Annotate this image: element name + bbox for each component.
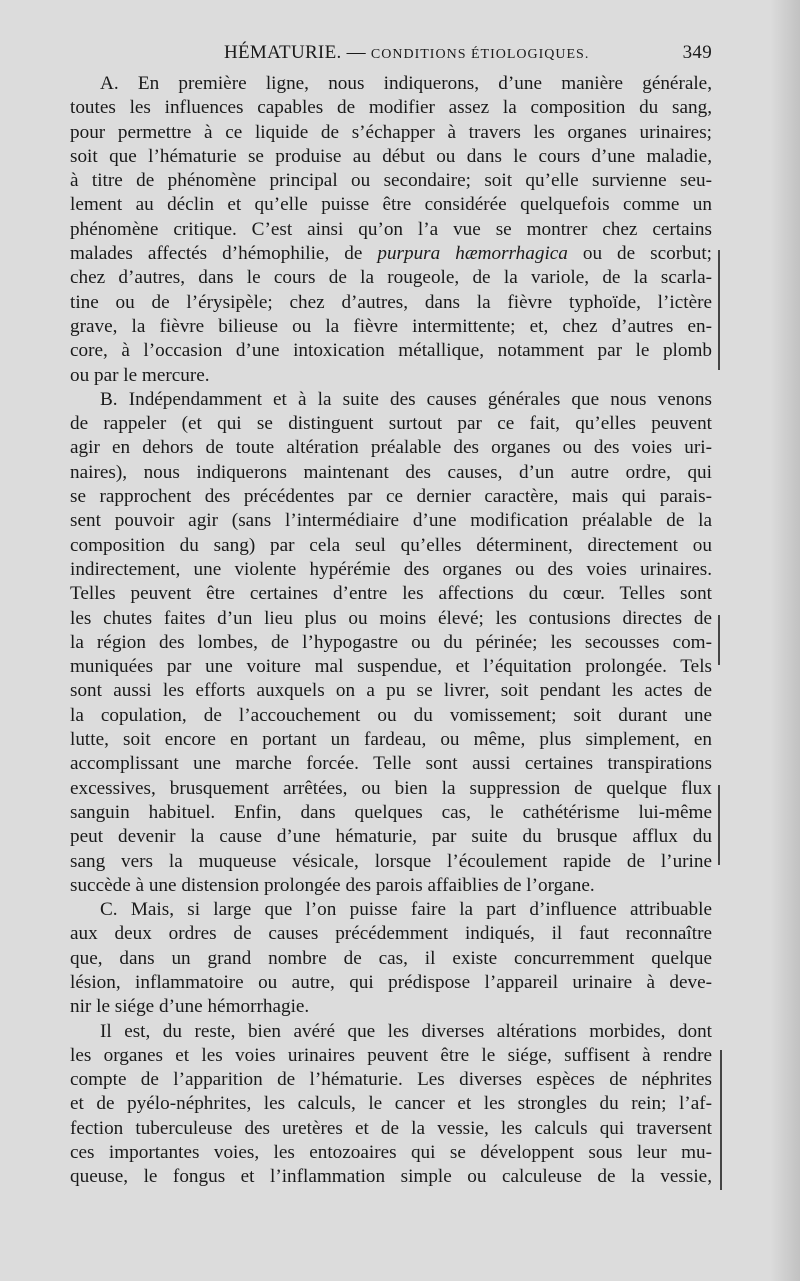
text-line: peut devenir la cause d’une hématurie, par suite du brusque afflux du <box>70 826 712 848</box>
text-line: la copulation, de l’accouchement ou du vomissement; soit durant une <box>70 704 712 726</box>
running-title-main: HÉMATURIE. — <box>224 42 371 63</box>
page-number: 349 <box>682 42 712 63</box>
text-line: aux deux ordres de causes précédemment indiqués, il faut reconnaître <box>70 923 712 945</box>
text-line: lésion, inflammatoire ou autre, qui prédispose l’appareil urinaire à deve- <box>70 971 712 993</box>
text-line: naires), nous indiquerons maintenant des causes, d’un autre ordre, qui <box>70 461 712 483</box>
running-header <box>70 42 712 70</box>
text-line: de rappeler (et qui se distinguent surtout par ce fait, qu’elles peuvent <box>70 413 712 435</box>
text-line: grave, la fièvre bilieuse ou la fièvre intermittente; et, chez d’autres en- <box>70 315 712 337</box>
text-line: indirectement, une violente hypérémie des organes ou des voies urinaires. <box>70 558 712 580</box>
text-line: succède à une distension prolongée des parois affaiblies de l’organe. <box>70 874 595 896</box>
text-segment: malades affectés d’hémophilie, de <box>70 243 378 265</box>
body-text <box>70 72 712 1190</box>
text-line: C. Mais, si large que l’on puisse faire la part d’influence attribuable <box>100 899 712 921</box>
text-line: B. Indépendamment et à la suite des causes générales que nous venons <box>100 388 712 410</box>
text-line <box>70 242 712 266</box>
text-line: Telles peuvent être certaines d’entre les affections du cœur. Telles sont <box>70 583 712 605</box>
margin-annotation-mark <box>718 615 720 665</box>
text-line: composition du sang) par cela seul qu’elles déterminent, directement ou <box>70 534 712 556</box>
text-line: que, dans un grand nombre de cas, il existe concurremment quelque <box>70 947 712 969</box>
text-line: soit que l’hématurie se produise au début ou dans le cours d’une maladie, <box>70 145 712 167</box>
text-line: se rapprochent des précédentes par ce dernier caractère, mais qui parais- <box>70 486 712 508</box>
text-line: sent pouvoir agir (sans l’intermédiaire d’une modification préalable de la <box>70 510 712 532</box>
text-line: agir en dehors de toute altération préalable des organes ou des voies uri- <box>70 437 712 459</box>
margin-annotation-mark <box>718 785 720 865</box>
margin-annotation-mark <box>720 1050 722 1190</box>
text-line: queuse, le fongus et l’inflammation simple ou calculeuse de la vessie, <box>70 1166 712 1188</box>
text-line: nir le siége d’une hémorrhagie. <box>70 996 310 1018</box>
running-title <box>224 42 589 64</box>
text-line: lement au déclin et qu’elle puisse être considérée quelquefois comme un <box>70 194 712 216</box>
text-line: à titre de phénomène principal ou secondaire; soit qu’elle survienne seu- <box>70 170 712 192</box>
text-line: compte de l’apparition de l’hématurie. Les diverses espèces de néphrites <box>70 1069 712 1091</box>
text-line: sanguin habituel. Enfin, dans quelques cas, le cathétérisme lui-même <box>70 801 712 823</box>
text-line: pour permettre à ce liquide de s’échapper à travers les organes urinaires; <box>70 121 712 143</box>
text-line: tine ou de l’érysipèle; chez d’autres, dans la fièvre typhoïde, l’ictère <box>70 291 712 313</box>
text-line: Il est, du reste, bien avéré que les diverses altérations morbides, dont <box>100 1020 712 1042</box>
text-line: fection tuberculeuse des uretères et de la vessie, les calculs qui traversent <box>70 1117 712 1139</box>
text-line: lutte, soit encore en portant un fardeau, ou même, plus simplement, en <box>70 729 712 751</box>
text-line: A. En première ligne, nous indiquerons, d’une manière générale, <box>100 73 712 94</box>
text-line: phénomène critique. C’est ainsi qu’on l’a vue se montrer chez certains <box>70 218 712 240</box>
text-line: ou par le mercure. <box>70 364 210 386</box>
text-segment: ou de scorbut; <box>567 243 712 265</box>
italic-term: purpura hæmorrhagica <box>377 243 568 265</box>
text-line: chez d’autres, dans le cours de la rougeole, de la variole, de la scarla- <box>70 267 712 289</box>
text-line: toutes les influences capables de modifier assez la composition du sang, <box>70 97 712 119</box>
text-line: les organes et les voies urinaires peuvent être le siége, suffisent à rendre <box>70 1044 712 1066</box>
text-line: sang vers la muqueuse vésicale, lorsque l’écoulement rapide de l’urine <box>70 850 712 872</box>
text-line: ces importantes voies, les entozoaires qui se développent sous leur mu- <box>70 1142 712 1164</box>
margin-annotation-mark <box>718 250 720 370</box>
text-line: sont aussi les efforts auxquels on a pu se livrer, soit pendant les actes de <box>70 680 712 702</box>
text-line: la région des lombes, de l’hypogastre ou du périnée; les secousses com- <box>70 631 712 653</box>
text-line: les chutes faites d’un lieu plus ou moins élevé; les contusions directes de <box>70 607 712 629</box>
text-line: core, à l’occasion d’une intoxication métallique, notamment par le plomb <box>70 340 712 362</box>
text-line: excessives, brusquement arrêtées, ou bien la suppression de quelque flux <box>70 777 712 799</box>
text-line: et de pyélo-néphrites, les calculs, le cancer et les strongles du rein; l’af- <box>70 1093 712 1115</box>
text-line: accomplissant une marche forcée. Telle sont aussi certaines transpirations <box>70 753 712 775</box>
text-line: muniquées par une voiture mal suspendue, et l’équitation prolongée. Tels <box>70 656 712 678</box>
running-title-section: CONDITIONS ÉTIOLOGIQUES. <box>370 47 590 62</box>
